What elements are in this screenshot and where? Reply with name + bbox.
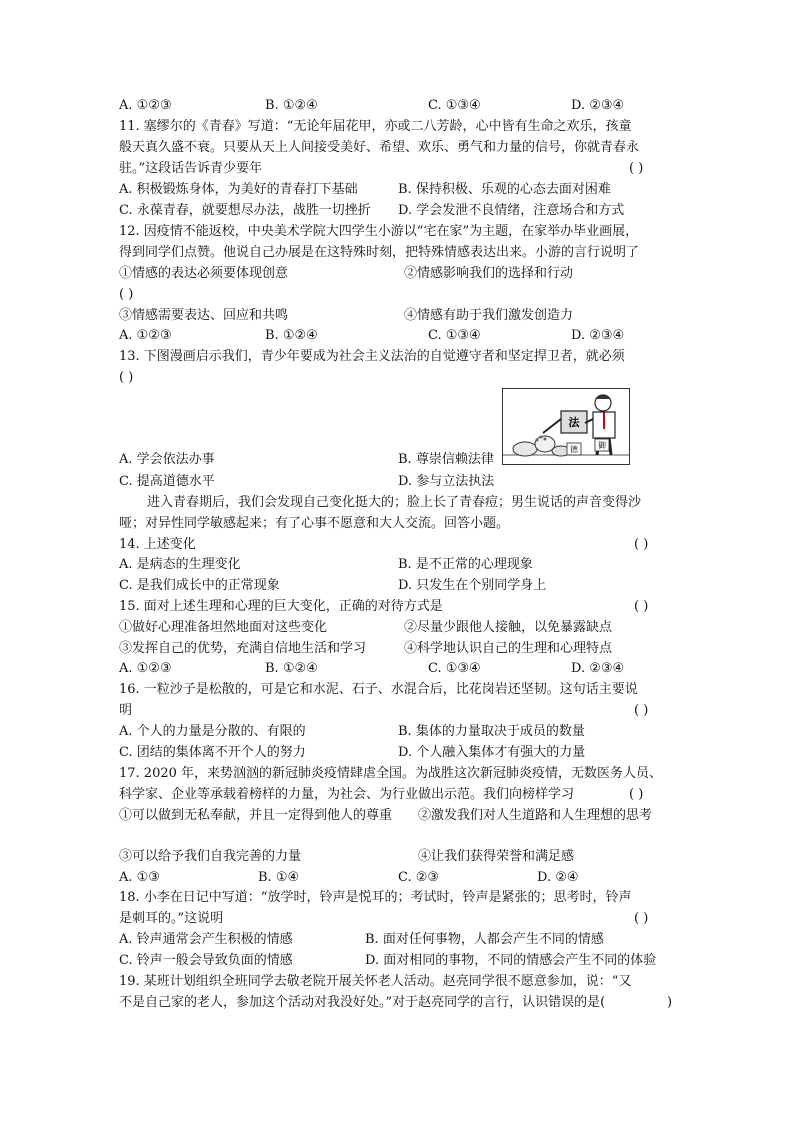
option-c: C. 是我们成长中的正常现象 bbox=[119, 578, 280, 593]
option-a: A. 个人的力量是分散的、有限的 bbox=[119, 724, 306, 739]
cartoon-drawing bbox=[503, 389, 629, 464]
question-19-line-1: 19. 某班计划组织全班同学去敬老院开展关怀老人活动。赵亮同学很不愿意参加，说：“又 bbox=[119, 974, 632, 989]
passage-line-2: 哑；对异性同学敏感起来；有了心事不愿意和大人交流。回答小题。 bbox=[119, 516, 510, 531]
option-c: C. 永葆青春，就要想尽办法，战胜一切挫折 bbox=[119, 203, 371, 218]
question-15: 15. 面对上述生理和心理的巨大变化，正确的对待方式是 bbox=[119, 599, 443, 614]
answer-blank: ( ) bbox=[119, 370, 134, 385]
option-d: D. ②④ bbox=[537, 870, 579, 885]
statement-4: ④情感有助于我们激发创造力 bbox=[404, 308, 574, 323]
question-11-line-1: 11. 塞缪尔的《青春》写道：“无论年届花甲，亦或二八芳龄，心中皆有生命之欢乐，孩童 bbox=[119, 119, 632, 134]
option-c: C. 铃声一般会导致负面的情感 bbox=[119, 953, 293, 968]
option-a: A. 是病态的生理变化 bbox=[119, 557, 241, 572]
option-d: D. ②③④ bbox=[571, 661, 625, 676]
answer-blank: ( ) bbox=[634, 703, 649, 718]
question-16-line-1: 16. 一粒沙子是松散的，可是它和水泥、石子、水混合后，比花岗岩还坚韧。这句话主要说 bbox=[119, 682, 638, 697]
option-a: A. 学会依法办事 bbox=[119, 452, 215, 467]
question-16-line-2: 明 bbox=[119, 703, 133, 718]
question-13-line-1: 13. 下图漫画启示我们，青少年要成为社会主义法治的自觉遵守者和坚定捍卫者，就必须 bbox=[119, 349, 625, 364]
statement-3: ③可以给予我们自我完善的力量 bbox=[119, 849, 302, 864]
option-d: D. 参与立法执法 bbox=[398, 474, 495, 489]
question-11-line-3: 驻。”这段话告诉青少要年 bbox=[119, 161, 263, 176]
option-a: A. ①③ bbox=[119, 870, 160, 885]
option-b: B. 保持积极、乐观的心态去面对困难 bbox=[398, 182, 611, 197]
answer-blank: ( ) bbox=[634, 537, 649, 552]
answer-blank: ( ) bbox=[629, 787, 644, 802]
answer-blank: ( ) bbox=[629, 161, 644, 176]
option-a: A. 积极锻炼身体，为美好的青春打下基础 bbox=[119, 182, 358, 197]
option-a: A. ①②③ bbox=[119, 98, 172, 113]
statement-4: ④让我们获得荣誉和满足感 bbox=[418, 849, 575, 864]
question-12-line-2: 得到同学们点赞。他说自己办展是在这特殊时刻，把特殊情感表达出来。小游的言行说明了 bbox=[119, 245, 640, 260]
option-c: C. 团结的集体离不开个人的努力 bbox=[119, 745, 306, 760]
option-b: B. ①②④ bbox=[265, 328, 318, 343]
option-d: D. ②③④ bbox=[571, 98, 625, 113]
option-d: D. 学会发泄不良情绪，注意场合和方式 bbox=[398, 203, 625, 218]
question-18-line-2: 是刺耳的。”这说明 bbox=[119, 911, 224, 926]
option-a: A. ①②③ bbox=[119, 661, 172, 676]
option-c: C. ②③ bbox=[398, 870, 440, 885]
option-c: C. ①③④ bbox=[428, 98, 481, 113]
statement-1: ①做好心理准备坦然地面对这些变化 bbox=[119, 620, 328, 635]
cartoon-image bbox=[502, 388, 630, 465]
cartoon-label-1: 御 bbox=[598, 441, 606, 450]
question-12-line-1: 12. 因疫情不能返校，中央美术学院大四学生小游以“宅在家”为主题，在家举办毕业画展， bbox=[119, 224, 639, 239]
question-19-line-2: 不是自己家的老人，参加这个活动对我没好处。”对于赵亮同学的言行，认识错误的是( bbox=[119, 995, 606, 1010]
option-c: C. 提高道德水平 bbox=[119, 474, 215, 489]
option-b: B. ①②④ bbox=[265, 98, 318, 113]
option-d: D. 面对相同的事物，不同的情感会产生不同的体验 bbox=[365, 953, 657, 968]
answer-blank: ( ) bbox=[119, 287, 134, 302]
answer-blank: ( ) bbox=[634, 911, 649, 926]
option-d: D. 个人融入集体才有强大的力量 bbox=[398, 745, 586, 760]
statement-2: ②情感影响我们的选择和行动 bbox=[404, 266, 574, 281]
option-d: D. ②③④ bbox=[571, 328, 625, 343]
option-b: B. 集体的力量取决于成员的数量 bbox=[398, 724, 585, 739]
cartoon-can-label: 法 bbox=[568, 416, 580, 429]
option-b: B. 尊崇信赖法律 bbox=[398, 452, 494, 467]
option-b: B. ①④ bbox=[258, 870, 300, 885]
question-19-paren-close: ) bbox=[667, 995, 673, 1010]
option-a: A. ①②③ bbox=[119, 328, 172, 343]
statement-2: ②激发我们对人生道路和人生理想的思考 bbox=[418, 808, 653, 823]
option-c: C. ①③④ bbox=[428, 328, 481, 343]
passage-line-1: 进入青春期后，我们会发现自己变化挺大的；脸上长了青春痘；男生说话的声音变得沙 bbox=[147, 495, 642, 510]
cartoon-label-2: 德 bbox=[570, 445, 578, 454]
statement-3: ③发挥自己的优势，充满自信地生活和学习 bbox=[119, 641, 367, 656]
statement-1: ①可以做到无私奉献，并且一定得到他人的尊重 bbox=[119, 808, 393, 823]
question-14: 14. 上述变化 bbox=[119, 537, 196, 552]
option-c: C. ①③④ bbox=[428, 661, 481, 676]
statement-2: ②尽量少跟他人接触，以免暴露缺点 bbox=[404, 620, 613, 635]
question-17-line-1: 17. 2020 年，来势汹汹的新冠肺炎疫情肆虐全国。为战胜这次新冠肺炎疫情，无数医务人员、 bbox=[119, 766, 663, 781]
option-b: B. 面对任何事物，人都会产生不同的情感 bbox=[365, 932, 604, 947]
statement-1: ①情感的表达必须要体现创意 bbox=[119, 266, 289, 281]
option-a: A. 铃声通常会产生积极的情感 bbox=[119, 932, 293, 947]
option-b: B. 是不正常的心理现象 bbox=[398, 557, 533, 572]
option-b: B. ①②④ bbox=[265, 661, 318, 676]
statement-3: ③情感需要表达、回应和共鸣 bbox=[119, 308, 289, 323]
statement-4: ④科学地认识自己的生理和心理特点 bbox=[404, 641, 613, 656]
question-11-line-2: 般天真久盛不衰。只要从天上人间接受美好、希望、欢乐、勇气和力量的信号，你就青春永 bbox=[119, 140, 640, 155]
question-17-line-2: 科学家、企业等承载着榜样的力量，为社会、为行业做出示范。我们向榜样学习 bbox=[119, 787, 575, 802]
option-d: D. 只发生在个别同学身上 bbox=[398, 578, 547, 593]
answer-blank: ( ) bbox=[634, 599, 649, 614]
question-18-line-1: 18. 小李在日记中写道：“放学时，铃声是悦耳的；考试时，铃声是紧张的；思考时，铃声 bbox=[119, 890, 632, 905]
